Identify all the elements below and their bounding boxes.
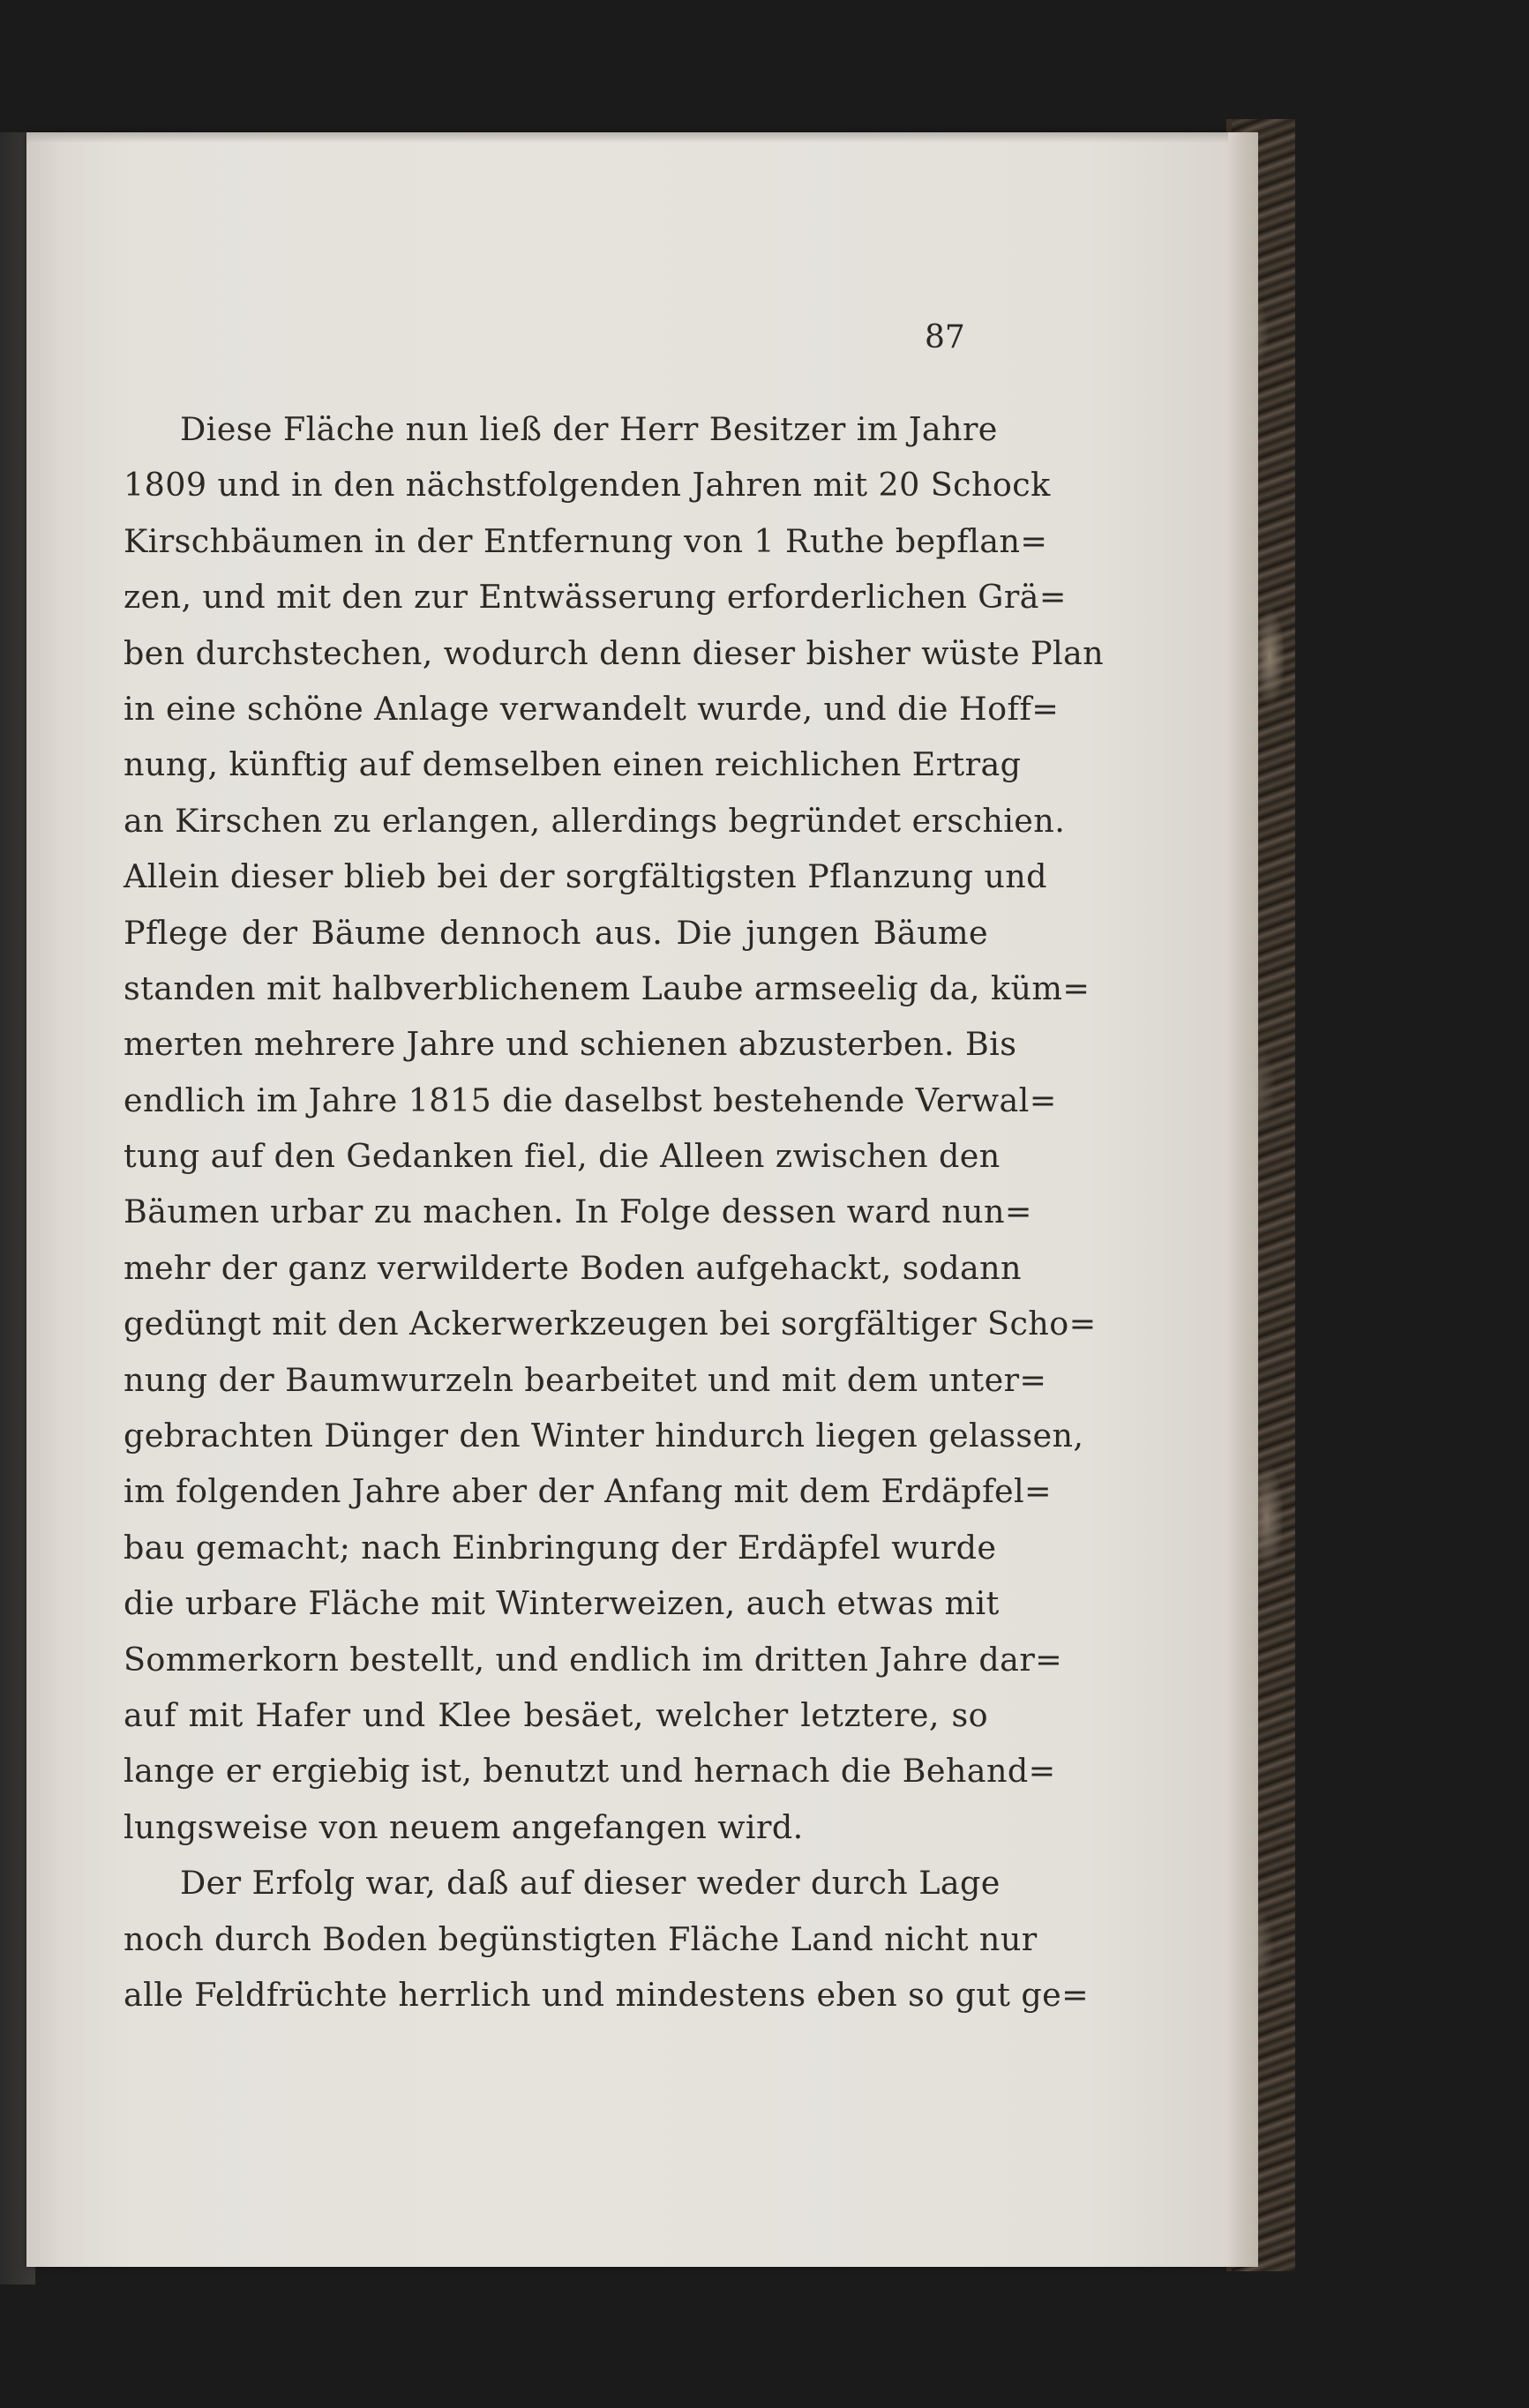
text-line: Diese Fläche nun ließ der Herr Besitzer im Jahre — [180, 410, 998, 448]
text-line: bau gemacht; nach Einbringung der Erdäpfel wurde — [124, 1528, 997, 1567]
text-line: endlich im Jahre 1815 die daselbst bestehende Verwal= — [124, 1081, 1057, 1119]
text-line: nung, künftig auf demselben einen reichlichen Ertrag — [124, 745, 1022, 784]
text-line: ben durchstechen, wodurch denn dieser bisher wüste Plan — [124, 633, 1105, 672]
text-line: mehr der ganz verwilderte Boden aufgehackt, sodann — [124, 1248, 1022, 1287]
text-line: noch durch Boden begünstigten Fläche Land nicht nur — [124, 1919, 1038, 1958]
text-line: zen, und mit den zur Entwässerung erforderlichen Grä= — [124, 578, 1067, 617]
page-top-edge — [26, 132, 1244, 143]
page-number: 87 — [925, 319, 965, 355]
body-text — [124, 401, 1105, 2023]
text-line: Bäumen urbar zu machen. In Folge dessen ward nun= — [124, 1193, 1032, 1231]
text-line: Sommerkorn bestellt, und endlich im dritten Jahre dar= — [124, 1640, 1063, 1679]
text-line: merten mehrere Jahre und schienen abzusterben. Bis — [124, 1025, 1017, 1064]
paragraph-2 — [124, 1855, 1090, 2023]
text-line: lungsweise von neuem angefangen wird. — [124, 1807, 804, 1846]
text-line: nung der Baumwurzeln bearbeitet und mit dem unter= — [124, 1360, 1047, 1399]
text-line: lange er ergiebig ist, benutzt und hernach die Behand= — [124, 1752, 1056, 1791]
page-fore-edge — [1228, 132, 1258, 2267]
text-line: Pflege der Bäume dennoch aus. Die jungen Bäume — [124, 913, 988, 952]
text-line: an Kirschen zu erlangen, allerdings begründet erschien. — [124, 801, 1066, 840]
text-line: standen mit halbverblichenem Laube armseelig da, küm= — [124, 968, 1091, 1007]
text-line: tung auf den Gedanken fiel, die Alleen zwischen den — [124, 1137, 1001, 1176]
text-line: in eine schöne Anlage verwandelt wurde, und die Hoff= — [124, 689, 1060, 728]
text-line: Kirschbäumen in der Entfernung von 1 Ruthe bepflan= — [124, 521, 1048, 560]
text-line: Der Erfolg war, daß auf dieser weder durch Lage — [180, 1864, 1001, 1903]
text-line: 1809 und in den nächstfolgenden Jahren mit 20 Schock — [124, 466, 1051, 505]
text-line: im folgenden Jahre aber der Anfang mit dem Erdäpfel= — [124, 1472, 1053, 1511]
text-line: gebrachten Dünger den Winter hindurch liegen gelassen, — [124, 1417, 1084, 1455]
text-line: Allein dieser blieb bei der sorgfältigsten Pflanzung und — [124, 857, 1047, 896]
text-line: gedüngt mit den Ackerwerkzeugen bei sorgfältiger Scho= — [124, 1305, 1097, 1343]
text-line: alle Feldfrüchte herrlich und mindestens eben so gut ge= — [124, 1975, 1090, 2014]
text-line: auf mit Hafer und Klee besäet, welcher letztere, so — [124, 1695, 988, 1734]
paragraph-1 — [124, 401, 1105, 1855]
text-line: die urbare Fläche mit Winterweizen, auch etwas mit — [124, 1584, 1000, 1623]
